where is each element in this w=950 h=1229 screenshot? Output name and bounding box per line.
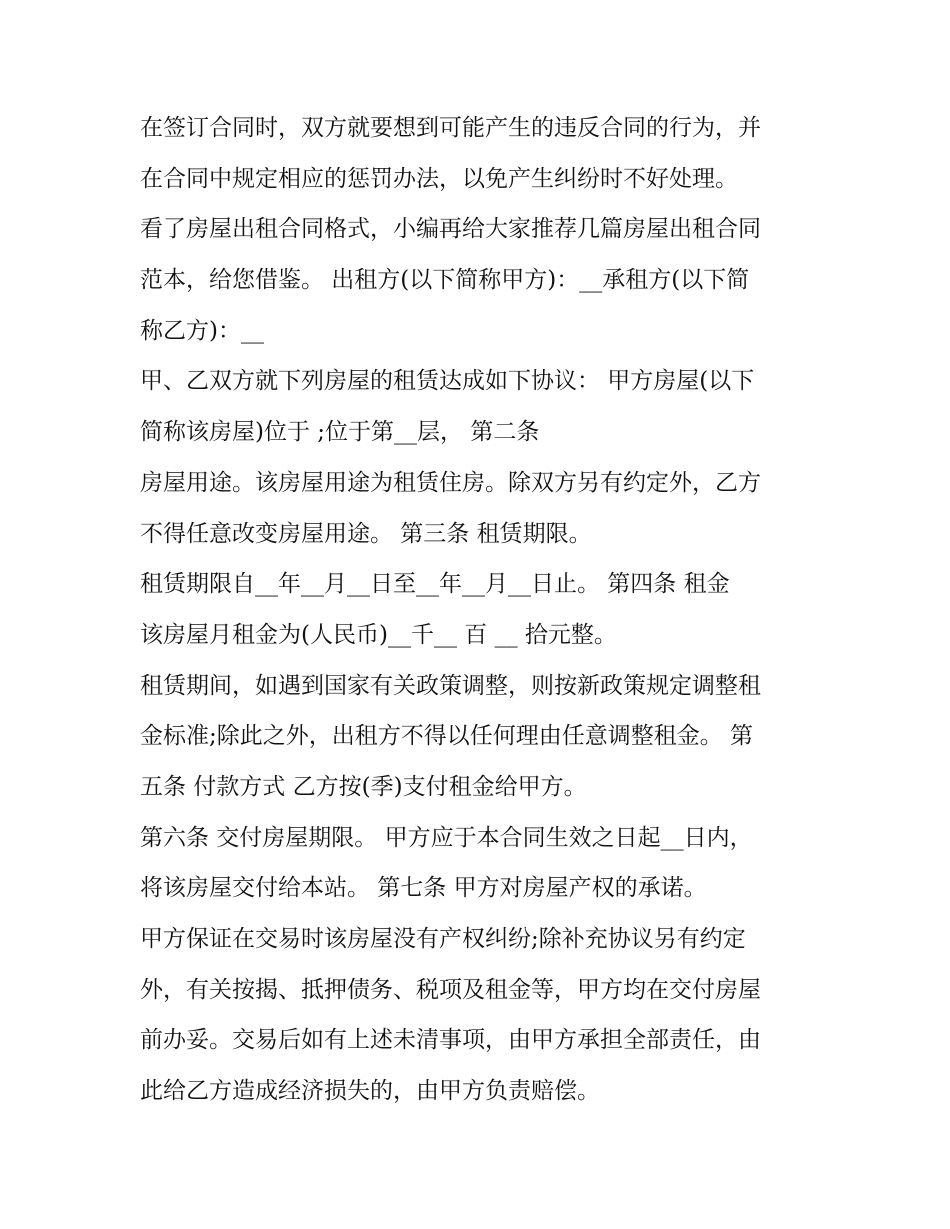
text-line: 看了房屋出租合同格式，小编再给大家推荐几篇房屋出租合同 xyxy=(140,216,761,243)
text-line: 外，有关按揭、抵押债务、税项及租金等，甲方均在交付房屋 xyxy=(140,976,761,1003)
text-line: 在签订合同时，双方就要想到可能产生的违反合同的行为，并 xyxy=(140,115,761,141)
document-body xyxy=(140,103,820,1117)
text-line: 第六条 交付房屋期限。 甲方应于本合同生效之日起__日内， xyxy=(140,824,753,851)
text-line: 不得任意改变房屋用途。 第三条 租赁期限。 xyxy=(140,520,592,547)
text-line: 前办妥。交易后如有上述未清事项，由甲方承担全部责任，由 xyxy=(140,1027,761,1054)
text-line: 范本，给您借鉴。 出租方(以下简称甲方)：__承租方(以下简 xyxy=(140,267,750,294)
text-line: 称乙方)：__ xyxy=(140,317,264,344)
text-line: 甲、乙双方就下列房屋的租赁达成如下协议： 甲方房屋(以下 xyxy=(140,368,755,395)
text-line: 将该房屋交付给本站。 第七条 甲方对房屋产权的承诺。 xyxy=(140,875,707,902)
text-line: 该房屋月租金为(人民币)__千__ 百 __ 拾元整。 xyxy=(140,621,617,648)
text-line: 租赁期限自__年__月__日至__年__月__日止。 第四条 租金 xyxy=(140,571,730,598)
text-line: 租赁期间，如遇到国家有关政策调整，则按新政策规定调整租 xyxy=(140,672,761,699)
text-line: 此给乙方造成经济损失的，由甲方负责赔偿。 xyxy=(140,1078,600,1105)
text-line: 在合同中规定相应的惩罚办法，以免产生纠纷时不好处理。 xyxy=(140,165,738,192)
text-line: 房屋用途。该房屋用途为租赁住房。除双方另有约定外，乙方 xyxy=(140,469,761,496)
text-line: 五条 付款方式 乙方按(季)支付租金给甲方。 xyxy=(140,773,587,800)
text-line: 简称该房屋)位于 ;位于第__层， 第二条 xyxy=(140,419,540,446)
text-line: 甲方保证在交易时该房屋没有产权纠纷;除补充协议另有约定 xyxy=(140,926,746,952)
text-line: 金标准;除此之外，出租方不得以任何理由任意调整租金。 第 xyxy=(140,723,754,750)
